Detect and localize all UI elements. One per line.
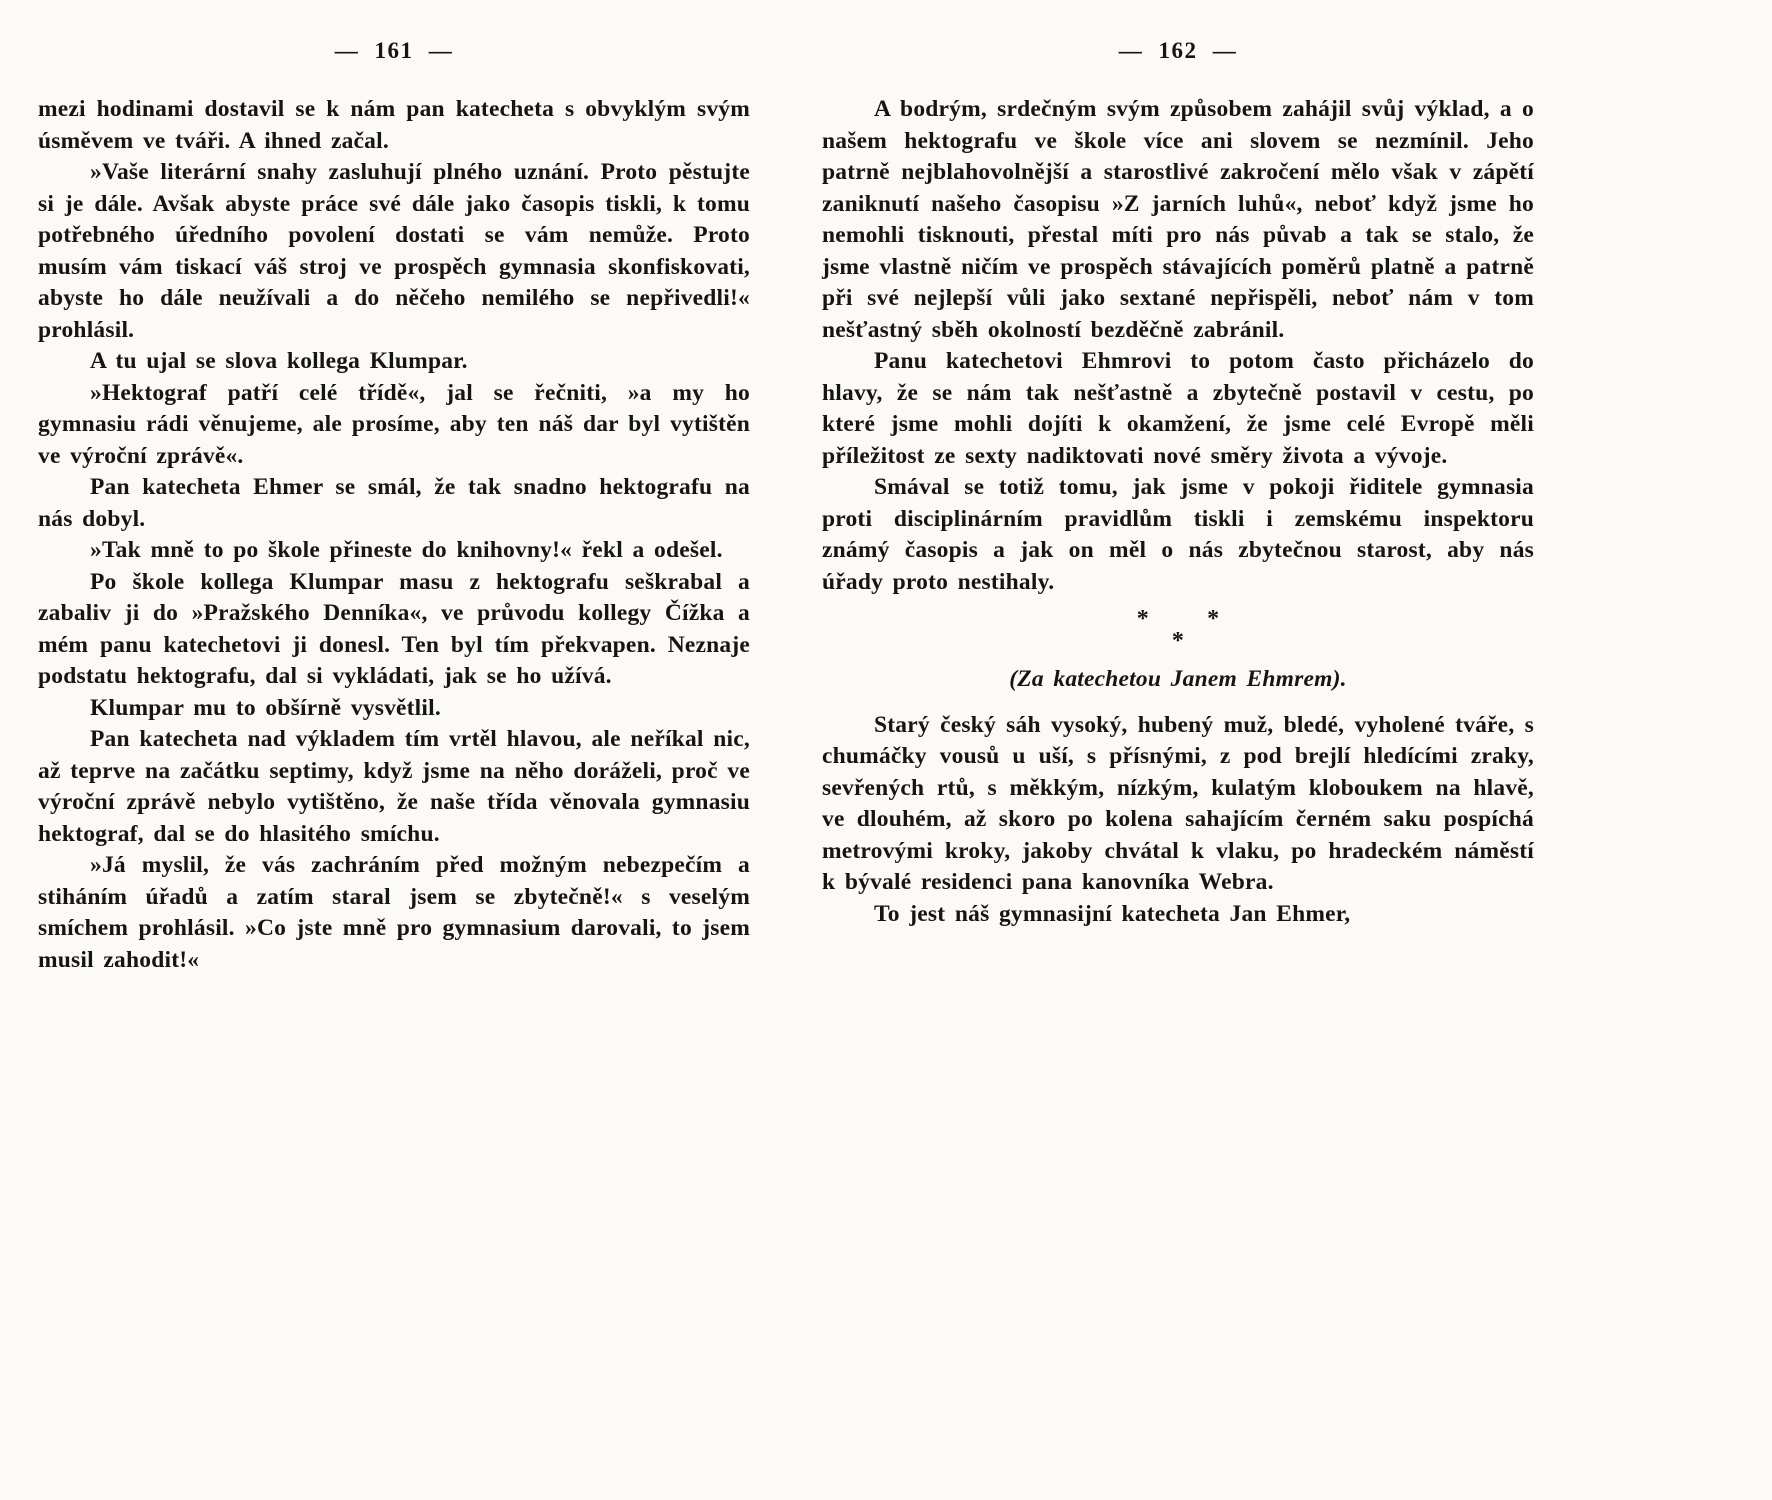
page-number-right: — 162 — [1118,38,1238,63]
page-body-right [822,94,1534,930]
page-right [822,38,1534,976]
paragraph: A bodrým, srdečným svým způsobem zahájil svůj výklad, a o našem hektografu ve škole více ani slovem se nezmínil. Jeho patrně nejblahovolnější a starostlivé zakročení mělo však v zápětí zaniknutí našeho časopisu »Z jarních luhů«, neboť když jsme ho nemohli tisknouti, přestal míti pro nás půvab a tak se stalo, že jsme vlastně ničím ve prospěch stávajících poměrů platně a patrně při své nejlepší vůli jako sextané nepřispěli, neboť nám v tom nešťastný sběh okolností bezděčně zabránil. [822,96,1534,343]
page-number-left: — 161 — [334,38,454,63]
paragraph: Panu katechetovi Ehmrovi to potom často přicházelo do hlavy, že se nám tak nešťastně a zbytečně postavil v cestu, po které jsme mohli dojíti k okamžení, že jsme celé Evropě měli příležitost ze sexty nadiktovati nové směry života a vývoje. [822,348,1534,469]
paragraph: Po škole kollega Klumpar masu z hektografu seškrabal a zabaliv ji do »Pražského Denníka«, ve průvodu kollegy Čížka a mém panu katechetovi ji donesl. Ten byl tím překvapen. Neznaje podstatu hektografu, dal si vykládati, jak se ho užívá. [38,568,750,689]
paragraph: Starý český sáh vysoký, hubený muž, bledé, vyholené tváře, s chumáčky vousů u uší, s přísnými, z pod brejlí hledícími zraky, sevřených rtů, s měkkým, nízkým, kulatým kloboukem na hlavě, ve dlouhém, až skoro po kolena sahajícím černém saku pospíchá metrovými kroky, jakoby chvátal k vlaku, po hradeckém náměstí k bývalé residenci pana kanovníka Webra. [822,711,1534,895]
paragraph: »Vaše literární snahy zasluhují plného uznání. Proto pěstujte si je dále. Avšak abyste práce své dále jako časopis tiskli, k tomu potřebného úředního povolení dostati se vám nemůže. Proto musím vám tiskací váš stroj ve prospěch gymnasia skonfiskovati, abyste ho dále neužívali a do něčeho nemilého se nepřivedli!« prohlásil. [38,159,750,343]
paragraph: »Hektograf patří celé třídě«, jal se řečniti, »a my ho gymnasiu rádi věnujeme, ale prosíme, aby ten náš dar byl vytištěn ve výroční zprávě«. [38,379,750,469]
page-body-left [38,94,750,976]
paragraph: »Já myslil, že vás zachráním před možným nebezpečím a stiháním úřadů a zatím staral jsem se zbytečně!« s veselým smíchem prohlásil. »Co jste mně pro gymnasium darovali, to jsem musil zahodit!« [38,852,750,973]
section-break-asterism: * * * [1136,606,1220,654]
paragraph: Pan katecheta nad výkladem tím vrtěl hlavou, ale neříkal nic, až teprve na začátku septimy, když jsme na něho doráželi, proč ve výroční zprávě nebylo vytištěno, že naše třída věnovala gymnasiu hektograf, dal se do hlasitého smíchu. [38,726,750,847]
paragraph: Pan katecheta Ehmer se smál, že tak snadno hektografu na nás dobyl. [38,474,750,532]
paragraph: Smával se totiž tomu, jak jsme v pokoji řiditele gymnasia proti disciplinárním pravidlům tiskli i zemskému inspektoru známý časopis a jak on měl o nás zbytečnou starost, aby nás úřady proto nestihaly. [822,474,1534,595]
paragraph: Klumpar mu to obšírně vysvětlil. [90,694,441,721]
paragraph: mezi hodinami dostavil se k nám pan katecheta s obvyklým svým úsměvem ve tváři. A ihned začal. [38,96,750,154]
paragraph: A tu ujal se slova kollega Klumpar. [90,348,468,374]
paragraph: To jest náš gymnasijní katecheta Jan Ehmer, [874,900,1351,927]
paragraph: »Tak mně to po škole přineste do knihovny!« řekl a odešel. [90,537,723,563]
section-heading: (Za katechetou Janem Ehmrem). [1009,666,1347,692]
page-left [38,38,750,976]
